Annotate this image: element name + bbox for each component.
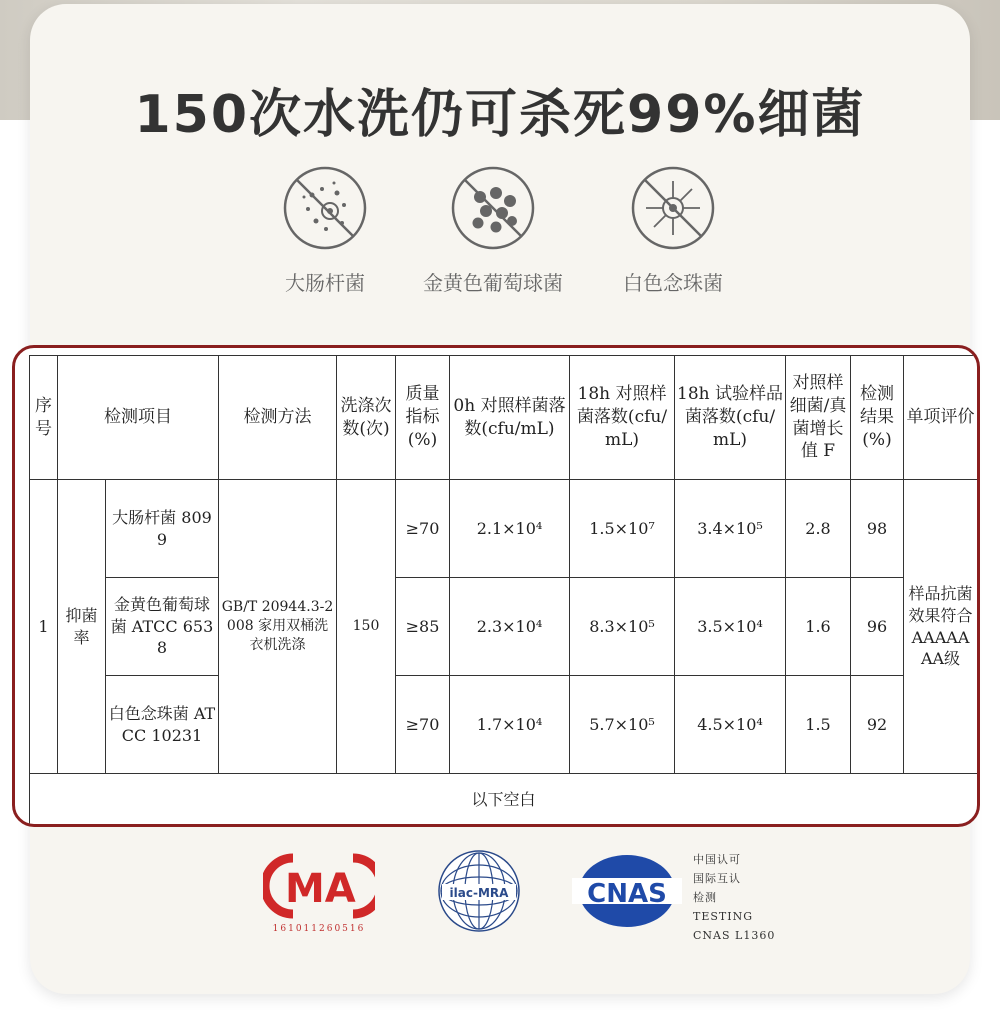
h18test-cell: 3.4×10⁵	[675, 480, 786, 578]
h18test-cell: 4.5×10⁴	[675, 676, 786, 774]
bacteria-item-candida	[583, 165, 763, 296]
bacteria-label: 白色念珠菌	[623, 271, 723, 295]
cma-number: 161011260516	[272, 924, 366, 934]
h0-cell: 1.7×10⁴	[450, 676, 570, 774]
bacteria-item-staph	[403, 165, 583, 296]
cnas-line: TESTING	[693, 910, 753, 923]
header-wash: 洗涤次数(次)	[337, 356, 396, 480]
certification-logos	[0, 840, 1000, 950]
organism-cell: 白色念珠菌 ATCC 10231	[106, 676, 219, 774]
h18test-cell: 3.5×10⁴	[675, 578, 786, 676]
candida-icon	[630, 165, 716, 251]
header-evaluation: 单项评价	[904, 356, 978, 480]
wash-cell: 150	[337, 480, 396, 774]
cnas-line: CNAS L1360	[693, 929, 776, 942]
page-title: 150次水洗仍可杀死99%细菌	[134, 85, 866, 145]
table-footer-row	[30, 774, 978, 826]
growth-cell: 1.6	[786, 578, 851, 676]
organism-cell: 金黄色葡萄球菌 ATCC 6538	[106, 578, 219, 676]
header-item: 检测项目	[58, 356, 219, 480]
cnas-logo-text: CNAS	[587, 879, 667, 909]
category-cell: 抑菌率	[58, 480, 106, 774]
h0-cell: 2.3×10⁴	[450, 578, 570, 676]
result-cell: 96	[851, 578, 904, 676]
cnas-logo-icon	[572, 850, 682, 932]
header-growth: 对照样细菌/真菌增长值 F	[786, 356, 851, 480]
header-method: 检测方法	[219, 356, 337, 480]
organism-cell: 大肠杆菌 8099	[106, 480, 219, 578]
result-cell: 98	[851, 480, 904, 578]
cnas-line: 国际互认	[693, 872, 741, 885]
result-cell: 92	[851, 676, 904, 774]
ilac-logo-text: ilac-MRA	[449, 886, 509, 900]
index-cell: ≥70	[396, 480, 450, 578]
test-report-table	[29, 355, 978, 826]
cma-logo-text: MA	[285, 866, 356, 912]
staphylococcus-icon	[450, 165, 536, 251]
table-header-row	[30, 356, 978, 480]
bacteria-label: 大肠杆菌	[285, 271, 365, 295]
seq-cell: 1	[30, 480, 58, 774]
header-index: 质量指标(%)	[396, 356, 450, 480]
index-cell: ≥85	[396, 578, 450, 676]
header-result: 检测结果(%)	[851, 356, 904, 480]
growth-cell: 2.8	[786, 480, 851, 578]
e-coli-icon	[282, 165, 368, 251]
cnas-line: 中国认可	[693, 853, 741, 866]
table-row	[30, 480, 978, 578]
table-row	[30, 578, 978, 676]
cma-logo-icon	[263, 850, 375, 922]
h0-cell: 2.1×10⁴	[450, 480, 570, 578]
h18ctrl-cell: 5.7×10⁵	[570, 676, 675, 774]
bacteria-label: 金黄色葡萄球菌	[423, 271, 563, 295]
header-seq: 序号	[30, 356, 58, 480]
ilac-mra-logo-icon	[436, 848, 522, 934]
growth-cell: 1.5	[786, 676, 851, 774]
header-18h-test: 18h 试验样品菌落数(cfu/mL)	[675, 356, 786, 480]
bacteria-item-ecoli	[235, 165, 415, 296]
evaluation-cell: 样品抗菌效果符合AAAAAAA级	[904, 480, 978, 774]
index-cell: ≥70	[396, 676, 450, 774]
bacteria-icons-row	[0, 165, 1000, 305]
table-row	[30, 676, 978, 774]
method-cell: GB/T 20944.3-2008 家用双桶洗衣机洗涤	[219, 480, 337, 774]
cnas-line: 检测	[693, 891, 717, 904]
test-report-frame	[12, 345, 980, 827]
header-0h: 0h 对照样菌落数(cfu/mL)	[450, 356, 570, 480]
header-18h-control: 18h 对照样菌落数(cfu/mL)	[570, 356, 675, 480]
h18ctrl-cell: 1.5×10⁷	[570, 480, 675, 578]
h18ctrl-cell: 8.3×10⁵	[570, 578, 675, 676]
table-footer: 以下空白	[30, 774, 978, 826]
cnas-description	[693, 850, 775, 945]
